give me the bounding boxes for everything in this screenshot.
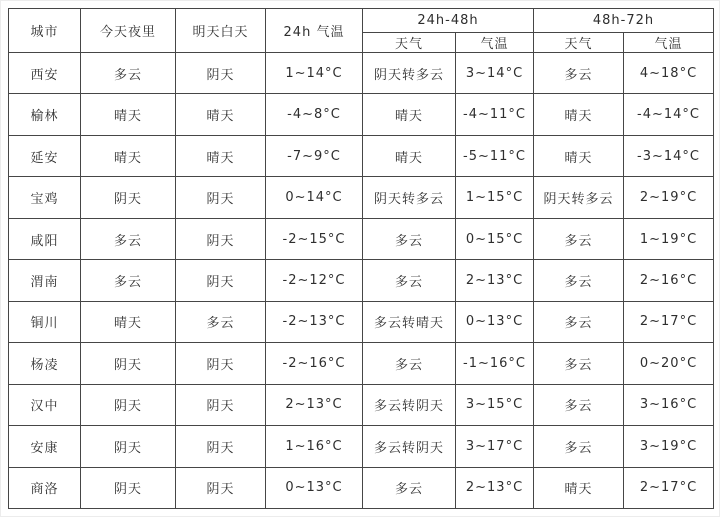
temp-48-72-cell: 2~17°C: [624, 467, 714, 508]
temp-24-48-cell: -1~16°C: [456, 343, 534, 384]
weather-48-72-cell: 阴天转多云: [534, 177, 624, 218]
weather-48-72-cell: 多云: [534, 343, 624, 384]
table-row: [9, 343, 714, 384]
tomorrow-weather-cell: 阴天: [176, 384, 266, 425]
col-header-city: 城市: [9, 9, 81, 53]
temp-24h-cell: 0~13°C: [266, 467, 363, 508]
tonight-weather-cell: 阴天: [81, 384, 176, 425]
tonight-weather-cell: 晴天: [81, 135, 176, 176]
temp-24h-cell: -4~8°C: [266, 94, 363, 135]
temp-48-72-cell: 2~17°C: [624, 301, 714, 342]
temp-48-72-cell: -3~14°C: [624, 135, 714, 176]
tonight-weather-cell: 多云: [81, 218, 176, 259]
col-header-temp-48-72: 气温: [624, 33, 714, 53]
temp-24h-cell: -2~16°C: [266, 343, 363, 384]
header-row-groups: [9, 9, 714, 33]
city-cell: 榆林: [9, 94, 81, 135]
temp-24h-cell: -7~9°C: [266, 135, 363, 176]
tomorrow-weather-cell: 晴天: [176, 135, 266, 176]
temp-48-72-cell: 3~19°C: [624, 426, 714, 467]
temp-24-48-cell: 3~15°C: [456, 384, 534, 425]
weather-24-48-cell: 阴天转多云: [363, 53, 456, 94]
temp-24h-cell: 2~13°C: [266, 384, 363, 425]
weather-24-48-cell: 多云: [363, 343, 456, 384]
temp-24-48-cell: -5~11°C: [456, 135, 534, 176]
table-row: [9, 426, 714, 467]
city-cell: 宝鸡: [9, 177, 81, 218]
tonight-weather-cell: 晴天: [81, 94, 176, 135]
temp-24h-cell: 0~14°C: [266, 177, 363, 218]
table-body: [9, 53, 714, 509]
tonight-weather-cell: 晴天: [81, 301, 176, 342]
tonight-weather-cell: 阴天: [81, 177, 176, 218]
table-row: [9, 94, 714, 135]
col-group-48h-72h: 48h-72h: [534, 9, 714, 33]
table-row: [9, 301, 714, 342]
col-header-weather-48-72: 天气: [534, 33, 624, 53]
table-row: [9, 177, 714, 218]
temp-24h-cell: 1~16°C: [266, 426, 363, 467]
col-header-weather-24-48: 天气: [363, 33, 456, 53]
temp-24-48-cell: -4~11°C: [456, 94, 534, 135]
weather-48-72-cell: 多云: [534, 260, 624, 301]
table-row: [9, 218, 714, 259]
city-cell: 商洛: [9, 467, 81, 508]
tonight-weather-cell: 多云: [81, 53, 176, 94]
weather-24-48-cell: 晴天: [363, 135, 456, 176]
city-cell: 延安: [9, 135, 81, 176]
weather-48-72-cell: 多云: [534, 426, 624, 467]
city-cell: 咸阳: [9, 218, 81, 259]
table-row: [9, 260, 714, 301]
temp-24-48-cell: 3~17°C: [456, 426, 534, 467]
tomorrow-weather-cell: 阴天: [176, 467, 266, 508]
tomorrow-weather-cell: 多云: [176, 301, 266, 342]
tomorrow-weather-cell: 阴天: [176, 260, 266, 301]
temp-48-72-cell: 1~19°C: [624, 218, 714, 259]
weather-24-48-cell: 多云: [363, 467, 456, 508]
temp-48-72-cell: 4~18°C: [624, 53, 714, 94]
col-header-tonight: 今天夜里: [81, 9, 176, 53]
temp-24h-cell: -2~13°C: [266, 301, 363, 342]
weather-24-48-cell: 多云转晴天: [363, 301, 456, 342]
temp-24h-cell: 1~14°C: [266, 53, 363, 94]
weather-forecast-table: [8, 8, 714, 509]
tomorrow-weather-cell: 阴天: [176, 53, 266, 94]
city-cell: 铜川: [9, 301, 81, 342]
temp-24h-cell: -2~15°C: [266, 218, 363, 259]
weather-24-48-cell: 晴天: [363, 94, 456, 135]
weather-24-48-cell: 多云转阴天: [363, 426, 456, 467]
col-header-temp-24h: 24h 气温: [266, 9, 363, 53]
table-header: [9, 9, 714, 53]
weather-24-48-cell: 多云转阴天: [363, 384, 456, 425]
col-header-temp-24-48: 气温: [456, 33, 534, 53]
table-row: [9, 53, 714, 94]
weather-48-72-cell: 多云: [534, 301, 624, 342]
temp-24h-cell: -2~12°C: [266, 260, 363, 301]
weather-48-72-cell: 多云: [534, 218, 624, 259]
table-row: [9, 384, 714, 425]
weather-48-72-cell: 多云: [534, 384, 624, 425]
tomorrow-weather-cell: 晴天: [176, 94, 266, 135]
temp-48-72-cell: 3~16°C: [624, 384, 714, 425]
city-cell: 安康: [9, 426, 81, 467]
tonight-weather-cell: 阴天: [81, 343, 176, 384]
city-cell: 杨凌: [9, 343, 81, 384]
temp-24-48-cell: 0~13°C: [456, 301, 534, 342]
weather-24-48-cell: 阴天转多云: [363, 177, 456, 218]
temp-48-72-cell: 0~20°C: [624, 343, 714, 384]
temp-24-48-cell: 2~13°C: [456, 467, 534, 508]
col-group-24h-48h: 24h-48h: [363, 9, 534, 33]
col-header-tomorrow: 明天白天: [176, 9, 266, 53]
temp-24-48-cell: 0~15°C: [456, 218, 534, 259]
temp-24-48-cell: 1~15°C: [456, 177, 534, 218]
city-cell: 汉中: [9, 384, 81, 425]
table-row: [9, 135, 714, 176]
weather-24-48-cell: 多云: [363, 218, 456, 259]
tomorrow-weather-cell: 阴天: [176, 426, 266, 467]
city-cell: 渭南: [9, 260, 81, 301]
temp-24-48-cell: 2~13°C: [456, 260, 534, 301]
tomorrow-weather-cell: 阴天: [176, 177, 266, 218]
temp-48-72-cell: -4~14°C: [624, 94, 714, 135]
weather-24-48-cell: 多云: [363, 260, 456, 301]
weather-48-72-cell: 晴天: [534, 135, 624, 176]
temp-48-72-cell: 2~16°C: [624, 260, 714, 301]
tonight-weather-cell: 多云: [81, 260, 176, 301]
tonight-weather-cell: 阴天: [81, 426, 176, 467]
city-cell: 西安: [9, 53, 81, 94]
weather-48-72-cell: 晴天: [534, 94, 624, 135]
temp-24-48-cell: 3~14°C: [456, 53, 534, 94]
weather-48-72-cell: 多云: [534, 53, 624, 94]
temp-48-72-cell: 2~19°C: [624, 177, 714, 218]
weather-48-72-cell: 晴天: [534, 467, 624, 508]
tomorrow-weather-cell: 阴天: [176, 343, 266, 384]
tomorrow-weather-cell: 阴天: [176, 218, 266, 259]
tonight-weather-cell: 阴天: [81, 467, 176, 508]
table-row: [9, 467, 714, 508]
